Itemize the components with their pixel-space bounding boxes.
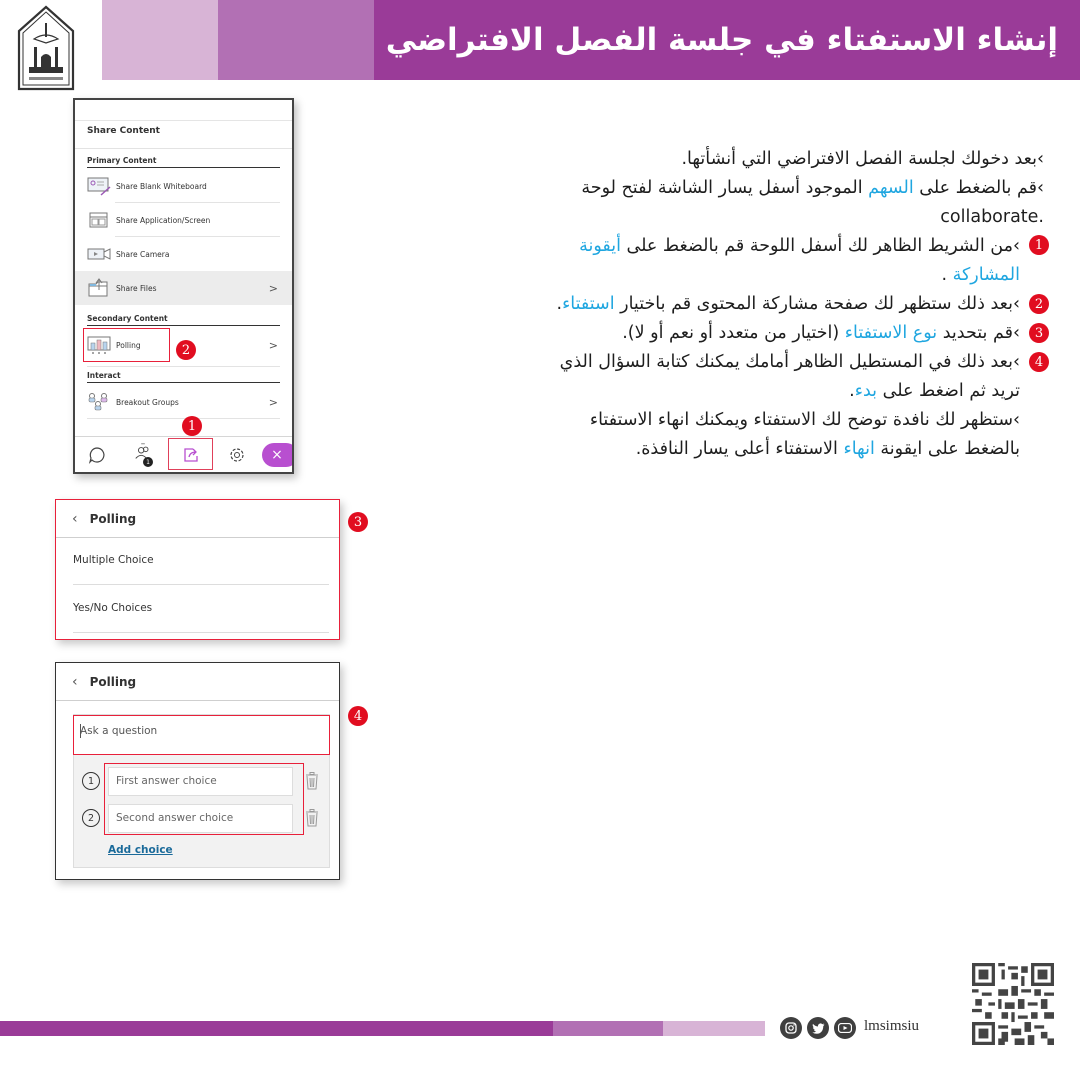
share-files-item[interactable] <box>75 271 292 305</box>
header-band <box>374 0 1080 80</box>
highlight-icon-word: أيقونة <box>579 236 621 256</box>
share-files-label: Share Files <box>116 283 157 293</box>
back-chevron-icon[interactable]: ‹ <box>72 510 78 527</box>
polling-form-panel <box>55 662 340 880</box>
primary-content-heading: Primary Content <box>87 156 157 165</box>
step-badge-1: 1 <box>182 416 202 436</box>
header-band-light <box>102 0 218 80</box>
twitter-icon[interactable] <box>807 1017 829 1039</box>
add-choice-link[interactable]: Add choice <box>108 844 173 856</box>
polling-title: Polling <box>89 674 137 689</box>
highlight-arrow: السهم <box>868 178 914 198</box>
instruction-line <box>424 319 1044 348</box>
breakout-groups-item[interactable] <box>75 385 292 419</box>
highlight-share: المشاركة <box>952 265 1020 285</box>
instruction-text: ›قم بتحديد <box>937 323 1020 343</box>
back-chevron-icon[interactable]: ‹ <box>72 673 78 690</box>
step-badge-2: 2 <box>176 340 196 360</box>
secondary-content-heading: Secondary Content <box>87 314 168 323</box>
highlight-end: انهاء <box>843 439 875 459</box>
instructions <box>424 145 1044 464</box>
instruction-line <box>424 290 1044 319</box>
divider <box>73 632 329 633</box>
instruction-text: بالضغط على ايقونة <box>874 439 1020 459</box>
polling-header <box>56 500 339 538</box>
chevron-right-icon: > <box>268 395 278 409</box>
instruction-text: . <box>849 381 855 401</box>
first-answer-input[interactable]: First answer choice <box>108 767 293 796</box>
instruction-text: الموجود أسفل يسار الشاشة لفتح لوحة <box>581 178 869 198</box>
highlight-start: بدء <box>854 381 878 401</box>
chat-icon[interactable] <box>87 445 107 465</box>
highlight-poll-type: نوع الاستفتاء <box>844 323 938 343</box>
camera-icon <box>87 244 112 264</box>
step-badge-4: 4 <box>348 706 368 726</box>
second-answer-input[interactable]: Second answer choice <box>108 804 293 833</box>
polling-highlight-box <box>83 328 170 362</box>
yes-no-option[interactable]: Yes/No Choices <box>73 602 153 614</box>
section-rule <box>87 382 280 383</box>
footer-band-mid <box>553 1021 663 1036</box>
answer-number: 1 <box>82 772 100 790</box>
share-content-title: Share Content <box>87 126 160 136</box>
instruction-text: (اختيار من متعدد أو نعم أو لا). <box>622 323 845 343</box>
multiple-choice-option[interactable]: Multiple Choice <box>73 554 154 566</box>
trash-icon[interactable] <box>305 809 319 827</box>
footer-band-light <box>663 1021 765 1036</box>
share-camera-item[interactable] <box>75 237 292 271</box>
footer-band <box>0 1021 553 1036</box>
share-whiteboard-label: Share Blank Whiteboard <box>116 181 207 191</box>
instruction-line <box>424 261 1044 290</box>
chevron-right-icon: > <box>268 281 278 295</box>
participants-count-badge: 1 <box>143 457 153 467</box>
polling-label: Polling <box>116 340 141 350</box>
youtube-icon[interactable] <box>834 1017 856 1039</box>
instagram-icon[interactable] <box>780 1017 802 1039</box>
question-input[interactable]: Ask a question <box>73 715 330 755</box>
page-title: إنشاء الاستفتاء في جلسة الفصل الافتراضي <box>385 22 1058 58</box>
instruction-line <box>424 377 1044 406</box>
section-rule <box>87 167 280 168</box>
instruction-text: ›قم بالضغط على <box>913 178 1044 198</box>
breakout-groups-label: Breakout Groups <box>116 397 179 407</box>
instruction-line <box>424 435 1044 464</box>
share-screen-label: Share Application/Screen <box>116 215 211 225</box>
close-panel-button[interactable] <box>262 443 294 467</box>
polling-header <box>56 663 339 701</box>
interact-heading: Interact <box>87 371 121 380</box>
share-screen-item[interactable] <box>75 203 292 237</box>
step-badge-3: 3 <box>348 512 368 532</box>
divider <box>73 584 329 585</box>
instruction-text: . <box>556 294 563 314</box>
instruction-line <box>424 174 1044 203</box>
highlight-poll: استفتاء <box>562 294 615 314</box>
instruction-text: ›بعد دخولك لجلسة الفصل الافتراضي التي أنشأتها. <box>681 149 1044 169</box>
share-icon[interactable] <box>181 445 201 465</box>
instruction-text: ›من الشريط الظاهر لك أسفل اللوحة قم بالضغط على <box>620 236 1020 256</box>
section-rule <box>87 325 280 326</box>
share-content-panel <box>73 98 294 474</box>
trash-icon[interactable] <box>305 772 319 790</box>
instruction-line <box>424 232 1044 261</box>
divider <box>75 148 292 149</box>
share-camera-label: Share Camera <box>116 249 170 259</box>
collaborate-bottom-bar <box>75 436 292 472</box>
divider <box>75 120 292 121</box>
chevron-right-icon: > <box>268 338 278 352</box>
step-badge-2: 2 <box>1029 294 1049 314</box>
instruction-text: . <box>941 265 953 285</box>
instruction-text: ›ستظهر لك نافدة توضح لك الاستفتاء ويمكنك انهاء الاستفتاء <box>589 410 1020 430</box>
answers-highlight-box <box>104 763 304 835</box>
screen-icon <box>87 210 112 230</box>
header-band-mid <box>218 0 374 80</box>
whiteboard-icon <box>87 176 112 196</box>
step-badge-4: 4 <box>1029 352 1049 372</box>
instruction-text: ›بعد ذلك في المستطيل الظاهر أمامك يمكنك كتابة السؤال الذي <box>559 352 1020 372</box>
instruction-text: تريد ثم اضغط على <box>877 381 1020 401</box>
polling-type-panel <box>55 499 340 640</box>
instruction-line <box>424 348 1044 377</box>
instruction-line <box>424 145 1044 174</box>
share-whiteboard-item[interactable] <box>75 169 292 203</box>
polling-title: Polling <box>89 511 137 526</box>
social-handle: lmsimsiu <box>864 1018 920 1034</box>
instruction-text: ›بعد ذلك ستظهر لك صفحة مشاركة المحتوى قم باختيار <box>614 294 1020 314</box>
close-icon: × <box>271 447 283 463</box>
divider <box>87 366 280 367</box>
instruction-line <box>424 203 1044 232</box>
answer-number: 2 <box>82 809 100 827</box>
qr-code <box>972 963 1054 1045</box>
instruction-line <box>424 406 1044 435</box>
step-badge-1: 1 <box>1029 235 1049 255</box>
instruction-text: الاستفتاء أعلى يسار النافذة. <box>635 439 844 459</box>
folder-icon <box>87 278 112 298</box>
step-badge-3: 3 <box>1029 323 1049 343</box>
groups-icon <box>87 392 112 412</box>
settings-icon[interactable] <box>227 445 247 465</box>
university-logo <box>17 5 75 91</box>
instruction-text: collaborate. <box>940 207 1044 227</box>
